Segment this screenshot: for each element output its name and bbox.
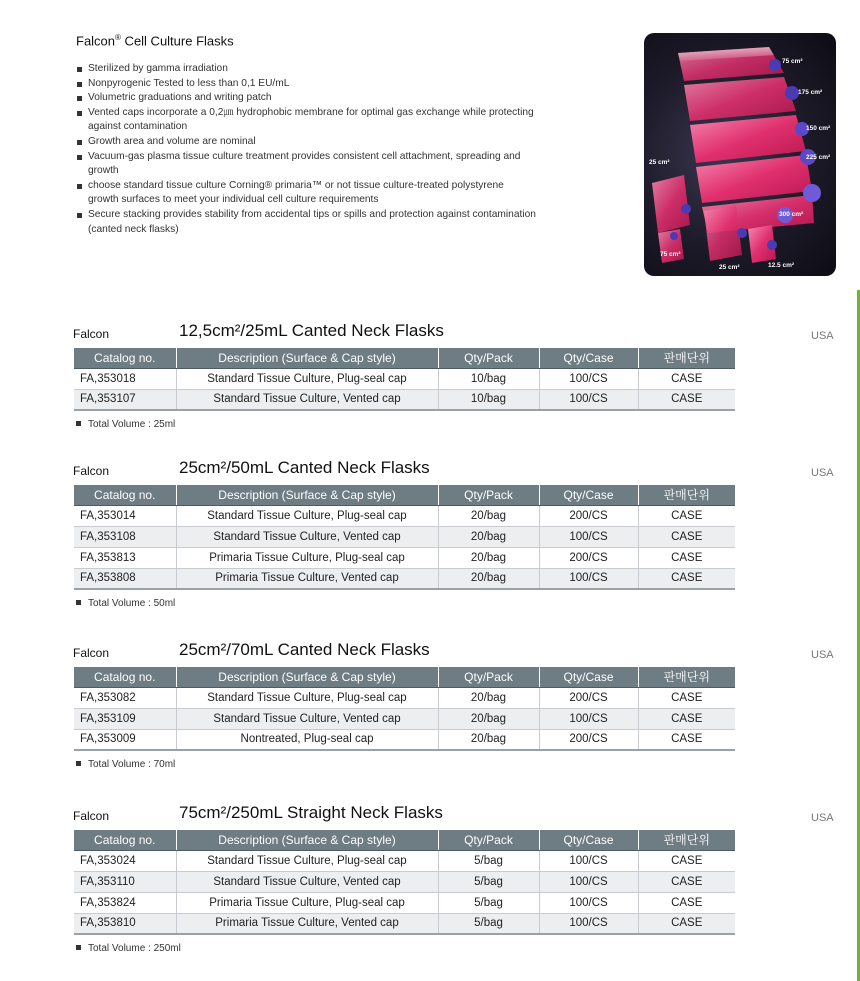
total-volume-note: Total Volume : 50ml bbox=[76, 598, 175, 609]
col-header-qty-pack: Qty/Pack bbox=[438, 830, 539, 850]
col-header-unit: 판매단위 bbox=[638, 348, 735, 368]
col-header-unit: 판매단위 bbox=[638, 667, 735, 687]
qty-pack: 20/bag bbox=[438, 687, 539, 708]
flask-size-label: 175 cm² bbox=[798, 89, 823, 96]
section-brand: Falcon bbox=[73, 646, 110, 660]
sales-unit: CASE bbox=[638, 368, 735, 389]
qty-case: 200/CS bbox=[539, 729, 638, 750]
table-row bbox=[74, 871, 735, 892]
large-flask-stack bbox=[678, 47, 814, 233]
qty-case: 100/CS bbox=[539, 708, 638, 729]
qty-case: 100/CS bbox=[539, 368, 638, 389]
catalog-no: FA,353810 bbox=[74, 913, 176, 934]
description: Standard Tissue Culture, Vented cap bbox=[176, 871, 438, 892]
qty-case: 100/CS bbox=[539, 913, 638, 934]
table-header-row bbox=[74, 667, 735, 687]
qty-case: 100/CS bbox=[539, 568, 638, 589]
catalog-no: FA,353808 bbox=[74, 568, 176, 589]
section-origin: USA bbox=[811, 649, 834, 661]
col-header-description: Description (Surface & Cap style) bbox=[176, 348, 438, 368]
section-title: 75cm²/250mL Straight Neck Flasks bbox=[179, 803, 443, 822]
description: Standard Tissue Culture, Vented cap bbox=[176, 389, 438, 410]
feature-item: Vented caps incorporate a 0,2㎛ hydrophobic membrane for optimal gas exchange while protecting against contamination bbox=[76, 106, 536, 135]
catalog-no: FA,353082 bbox=[74, 687, 176, 708]
section-title: 12,5cm²/25mL Canted Neck Flasks bbox=[179, 321, 444, 340]
qty-pack: 20/bag bbox=[438, 505, 539, 526]
flask-size-label: 300 cm² bbox=[779, 211, 804, 218]
col-header-qty-case: Qty/Case bbox=[539, 485, 638, 505]
sales-unit: CASE bbox=[638, 568, 735, 589]
sales-unit: CASE bbox=[638, 892, 735, 913]
col-header-qty-pack: Qty/Pack bbox=[438, 348, 539, 368]
feature-list bbox=[76, 62, 536, 237]
qty-pack: 20/bag bbox=[438, 547, 539, 568]
total-volume-note: Total Volume : 70ml bbox=[76, 759, 175, 770]
flask-size-label: 12.5 cm² bbox=[768, 262, 795, 269]
total-volume-note: Total Volume : 25ml bbox=[76, 419, 175, 430]
qty-case: 200/CS bbox=[539, 547, 638, 568]
section-origin: USA bbox=[811, 467, 834, 479]
sales-unit: CASE bbox=[638, 850, 735, 871]
feature-item: Secure stacking provides stability from accidental tips or spills and protection against contamination (canted neck flasks) bbox=[76, 208, 536, 237]
flask-product-photo bbox=[644, 33, 836, 276]
table-row bbox=[74, 729, 735, 750]
table-row bbox=[74, 526, 735, 547]
feature-item: Nonpyrogenic Tested to less than 0,1 EU/mL bbox=[76, 77, 536, 92]
qty-pack: 5/bag bbox=[438, 871, 539, 892]
qty-pack: 10/bag bbox=[438, 368, 539, 389]
table-row bbox=[74, 568, 735, 589]
flask-size-label: 225 cm² bbox=[806, 154, 831, 161]
col-header-qty-case: Qty/Case bbox=[539, 830, 638, 850]
col-header-qty-pack: Qty/Pack bbox=[438, 485, 539, 505]
sales-unit: CASE bbox=[638, 389, 735, 410]
table-header-row bbox=[74, 830, 735, 850]
qty-case: 100/CS bbox=[539, 850, 638, 871]
table-row bbox=[74, 687, 735, 708]
description: Standard Tissue Culture, Vented cap bbox=[176, 526, 438, 547]
catalog-no: FA,353107 bbox=[74, 389, 176, 410]
flask-size-label: 25 cm² bbox=[649, 159, 670, 166]
sales-unit: CASE bbox=[638, 913, 735, 934]
intro-title bbox=[76, 33, 234, 48]
product-table bbox=[74, 667, 735, 751]
sales-unit: CASE bbox=[638, 871, 735, 892]
sales-unit: CASE bbox=[638, 505, 735, 526]
section-title: 25cm²/70mL Canted Neck Flasks bbox=[179, 640, 430, 659]
flask-size-label: 75 cm² bbox=[660, 251, 681, 258]
description: Primaria Tissue Culture, Vented cap bbox=[176, 913, 438, 934]
catalog-no: FA,353024 bbox=[74, 850, 176, 871]
catalog-no: FA,353824 bbox=[74, 892, 176, 913]
section-origin: USA bbox=[811, 812, 834, 824]
table-header-row bbox=[74, 348, 735, 368]
description: Standard Tissue Culture, Plug-seal cap bbox=[176, 368, 438, 389]
feature-item: Growth area and volume are nominal bbox=[76, 135, 536, 150]
description: Standard Tissue Culture, Plug-seal cap bbox=[176, 505, 438, 526]
total-volume-note: Total Volume : 250ml bbox=[76, 943, 181, 954]
table-row bbox=[74, 547, 735, 568]
registered-mark: ® bbox=[115, 33, 121, 42]
qty-case: 200/CS bbox=[539, 505, 638, 526]
catalog-no: FA,353813 bbox=[74, 547, 176, 568]
feature-item: Sterilized by gamma irradiation bbox=[76, 62, 536, 77]
catalog-no: FA,353009 bbox=[74, 729, 176, 750]
section-origin: USA bbox=[811, 330, 834, 342]
col-header-description: Description (Surface & Cap style) bbox=[176, 830, 438, 850]
qty-pack: 20/bag bbox=[438, 568, 539, 589]
product-table bbox=[74, 485, 735, 590]
intro-title-rest: Cell Culture Flasks bbox=[120, 33, 234, 49]
intro-title-brand: Falcon bbox=[76, 33, 116, 49]
flask-size-label: 25 cm² bbox=[719, 264, 740, 271]
qty-pack: 20/bag bbox=[438, 729, 539, 750]
feature-item: Vacuum-gas plasma tissue culture treatment provides consistent cell attachment, spreading and growth bbox=[76, 150, 536, 179]
flask-size-label: 75 cm² bbox=[782, 58, 803, 65]
col-header-description: Description (Surface & Cap style) bbox=[176, 485, 438, 505]
qty-pack: 5/bag bbox=[438, 892, 539, 913]
section-title: 25cm²/50mL Canted Neck Flasks bbox=[179, 458, 430, 477]
flask-size-label: 150 cm² bbox=[806, 125, 831, 132]
table-row bbox=[74, 913, 735, 934]
qty-case: 100/CS bbox=[539, 871, 638, 892]
product-table bbox=[74, 348, 735, 411]
description: Standard Tissue Culture, Plug-seal cap bbox=[176, 850, 438, 871]
col-header-unit: 판매단위 bbox=[638, 830, 735, 850]
catalog-no: FA,353110 bbox=[74, 871, 176, 892]
catalog-no: FA,353108 bbox=[74, 526, 176, 547]
col-header-qty-case: Qty/Case bbox=[539, 667, 638, 687]
qty-case: 200/CS bbox=[539, 687, 638, 708]
col-header-description: Description (Surface & Cap style) bbox=[176, 667, 438, 687]
table-row bbox=[74, 708, 735, 729]
sales-unit: CASE bbox=[638, 547, 735, 568]
table-row bbox=[74, 368, 735, 389]
col-header-catalog: Catalog no. bbox=[74, 830, 176, 850]
description: Nontreated, Plug-seal cap bbox=[176, 729, 438, 750]
table-row bbox=[74, 389, 735, 410]
catalog-no: FA,353018 bbox=[74, 368, 176, 389]
qty-pack: 20/bag bbox=[438, 708, 539, 729]
col-header-qty-case: Qty/Case bbox=[539, 348, 638, 368]
col-header-catalog: Catalog no. bbox=[74, 348, 176, 368]
section-brand: Falcon bbox=[73, 809, 110, 823]
description: Primaria Tissue Culture, Plug-seal cap bbox=[176, 892, 438, 913]
sales-unit: CASE bbox=[638, 708, 735, 729]
feature-item: choose standard tissue culture Corning® primaria™ or not tissue culture-treated polystyrene growth surfaces to meet your individual cell culture requirements bbox=[76, 179, 536, 208]
col-header-unit: 판매단위 bbox=[638, 485, 735, 505]
col-header-catalog: Catalog no. bbox=[74, 667, 176, 687]
section-brand: Falcon bbox=[73, 327, 110, 341]
qty-pack: 20/bag bbox=[438, 526, 539, 547]
catalog-no: FA,353109 bbox=[74, 708, 176, 729]
qty-pack: 10/bag bbox=[438, 389, 539, 410]
qty-case: 100/CS bbox=[539, 526, 638, 547]
product-table bbox=[74, 830, 735, 935]
qty-pack: 5/bag bbox=[438, 913, 539, 934]
table-row bbox=[74, 850, 735, 871]
sales-unit: CASE bbox=[638, 526, 735, 547]
qty-case: 100/CS bbox=[539, 892, 638, 913]
sales-unit: CASE bbox=[638, 687, 735, 708]
feature-item: Volumetric graduations and writing patch bbox=[76, 91, 536, 106]
catalog-no: FA,353014 bbox=[74, 505, 176, 526]
description: Standard Tissue Culture, Plug-seal cap bbox=[176, 687, 438, 708]
section-brand: Falcon bbox=[73, 464, 110, 478]
table-row bbox=[74, 892, 735, 913]
description: Primaria Tissue Culture, Vented cap bbox=[176, 568, 438, 589]
col-header-qty-pack: Qty/Pack bbox=[438, 667, 539, 687]
table-header-row bbox=[74, 485, 735, 505]
qty-pack: 5/bag bbox=[438, 850, 539, 871]
description: Standard Tissue Culture, Vented cap bbox=[176, 708, 438, 729]
sales-unit: CASE bbox=[638, 729, 735, 750]
col-header-catalog: Catalog no. bbox=[74, 485, 176, 505]
description: Primaria Tissue Culture, Plug-seal cap bbox=[176, 547, 438, 568]
table-row bbox=[74, 505, 735, 526]
qty-case: 100/CS bbox=[539, 389, 638, 410]
